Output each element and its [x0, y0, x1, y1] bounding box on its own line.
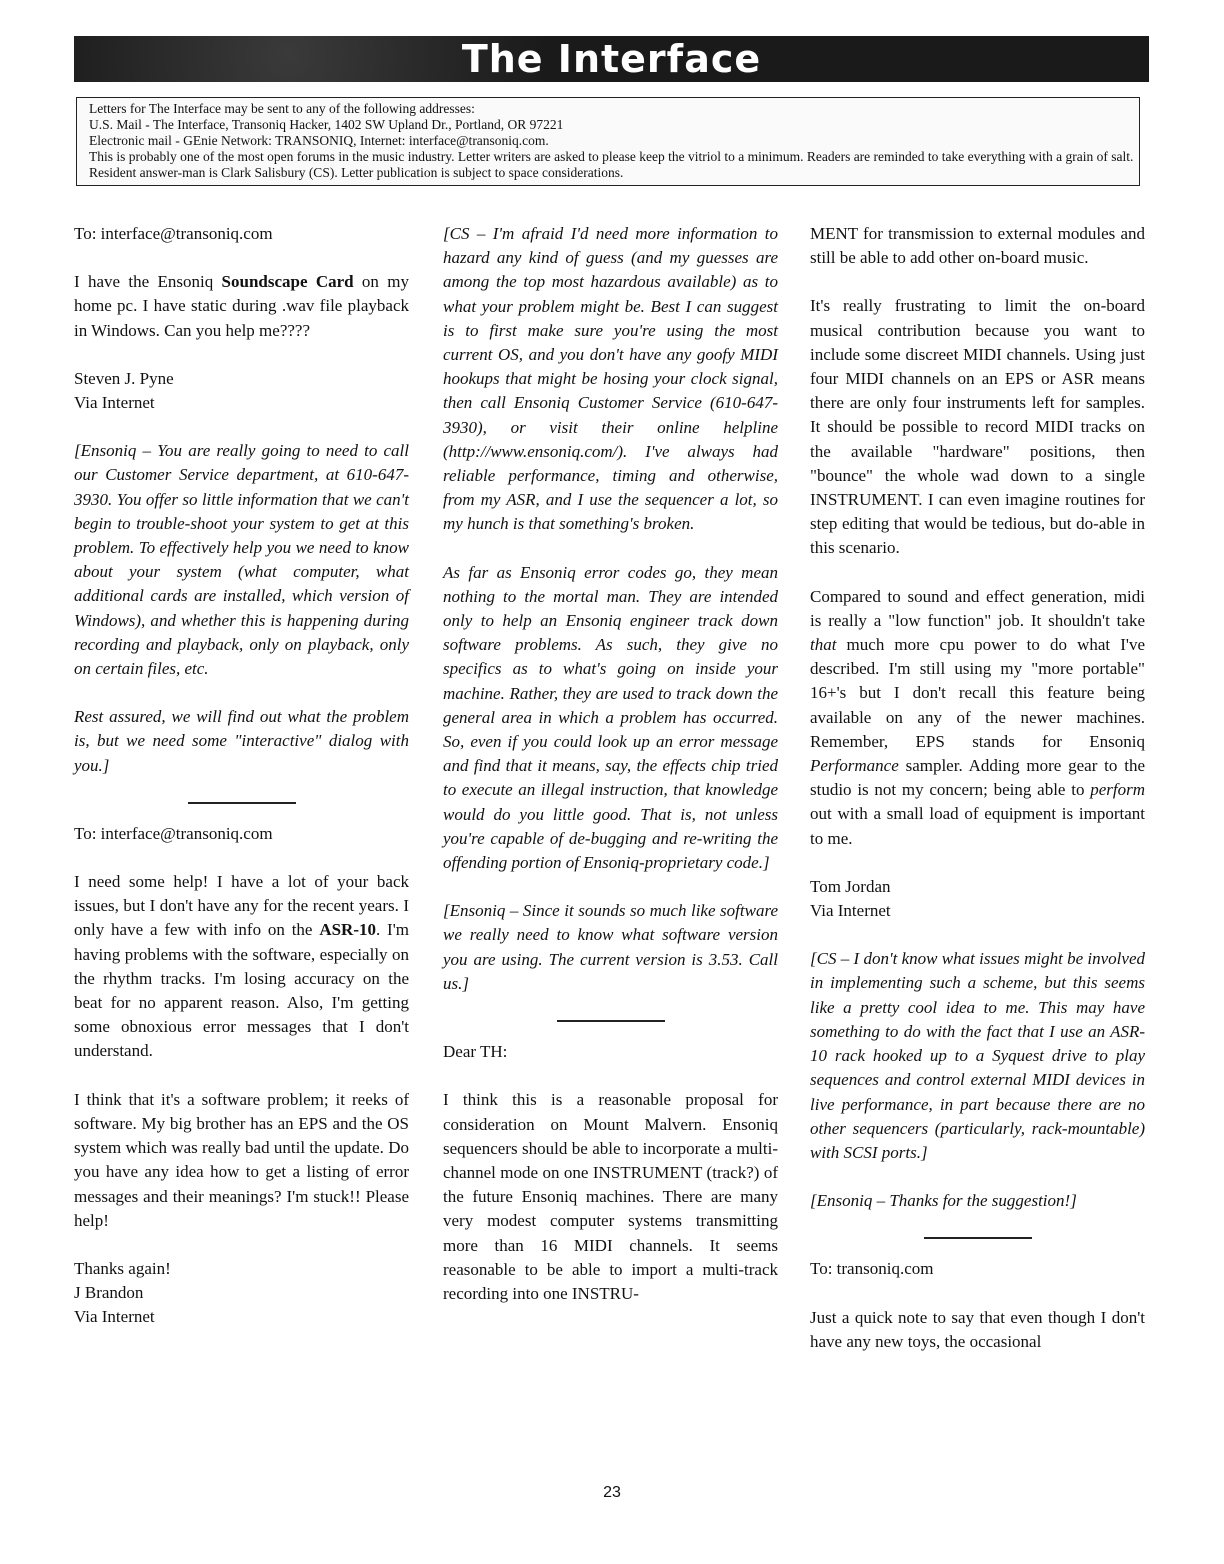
letter-2-signature: Thanks again! J Brandon Via Internet: [74, 1258, 171, 1327]
letter-3-signature: Tom Jordan Via Internet: [810, 876, 891, 921]
section-title: The Interface: [461, 37, 762, 81]
info-line-letters: Letters for The Interface may be sent to any of the following addresses:: [89, 101, 475, 116]
letter-3-paragraph-3: Compared to sound and effect generation, midi is really a "low function" job. It shouldn't take that much more cpu power to do what I've described. I'm still using my "more portable" 16+'s but I don't recall this feature being available on any of the newer machines. Remember, EPS stands for Ensoniq Performance sampler. Adding more gear to the studio is not my concern; being able to perform out with a small load of equipment is important to me.: [810, 586, 1145, 848]
letter-divider: [188, 802, 296, 804]
page-number: 23: [603, 1484, 621, 1501]
letter-2-ensoniq-reply: [Ensoniq – Since it sounds so much like software we really need to know what software version you are using. The current version is 3.53. Call us.]: [443, 901, 778, 993]
letter-1-recipient: To: interface@transoniq.com: [74, 224, 273, 243]
letter-3-salutation: Dear TH:: [443, 1042, 508, 1062]
letter-2-body: I need some help! I have a lot of your back issues, but I don't have any for the recent years. I only have a few with info on the ASR-10. I'm having problems with the software, especially on the rhythm tracks. I'm losing accuracy on the beat for no apparent reason. Also, I'm getting some obnoxious error messages that I don't understand.: [74, 872, 410, 1061]
letter-2-cs-reply: [CS – I'm afraid I'd need more information to hazard any kind of guess (and my guesses are among the top most hazardous available) as to what your problem might be. Best I can suggest is to first make sure you're using the most current OS, and you don't have any goofy MIDI hookups that might be hosing your clock signal, then call Ensoniq Customer Service (610-647-3930), or visit their online helpline (http://www.ensoniq.com/). I've always had reliable performance, timing and otherwise, from my ASR, and I use the sequencer a lot, so my hunch is that something's broken.: [443, 224, 778, 534]
section-banner: [74, 36, 1149, 82]
letter-3-cs-reply: [CS – I don't know what issues might be involved in implementing such a scheme, but this seems like a pretty cool idea to me. This may have something to do with the fact that I use an ASR-10 rack hooked up to a Syquest drive to play sequences and control external MIDI devices in live performance, in part because there are no other sequencers (particularly, rack-mountable) with SCSI ports.]: [810, 949, 1145, 1162]
submission-info-box: [76, 97, 1140, 186]
letter-4-recipient: To: transoniq.com: [810, 1259, 934, 1279]
column-2: [443, 222, 778, 1330]
letter-1-signature: Steven J. Pyne Via Internet: [74, 368, 174, 413]
letter-divider: [924, 1237, 1032, 1239]
letter-3-ensoniq-reply: [Ensoniq – Thanks for the suggestion!]: [810, 1191, 1077, 1211]
letter-divider: [557, 1020, 665, 1022]
letter-3-body-cont: MENT for transmission to external modules and still be able to add other on-board music.: [810, 224, 1145, 268]
letter-3-paragraph-2: It's really frustrating to limit the on-board musical contribution because you want to include some discreet MIDI channels. Using just four MIDI channels on an EPS or ASR means there are only four instruments left for samples. It should be possible to record MIDI tracks on the available "hardware" positions, then "bounce" the whole wad down to a single INSTRUMENT. I can even imagine routines for step editing that would be tedious, but do-able in this scenario.: [810, 296, 1145, 558]
letter-4-body: Just a quick note to say that even though I don't have any new toys, the occasional: [810, 1307, 1145, 1351]
letter-2-cs-reply-cont: As far as Ensoniq error codes go, they mean nothing to the mortal man. They are intended only to help an Ensoniq engineer track down software problems. As such, they give no specifics as to what's going on inside your machine. Rather, they are used to track down the general area in which a problem has occurred. So, even if you could look up an error message and find that it means, say, the effects chip tried to execute an illegal instruction, that knowledge would do you little good. That is, not unless you're capable of de-bugging and re-writing the offending portion of Ensoniq-proprietary code.]: [443, 562, 778, 873]
info-line-policy: This is probably one of the most open forums in the music industry. Letter writers are asked to please keep the vitriol to a minimum. Readers are reminded to take everything with a grain of salt. Resident answer-man is Clark Salisbury (CS). Letter publication is subject to space considerations.: [89, 149, 1134, 180]
letter-2-recipient: To: interface@transoniq.com: [74, 823, 273, 843]
letter-1-ensoniq-reply-cont: Rest assured, we will find out what the problem is, but we need some "interactive" dialog with you.]: [74, 707, 409, 775]
letter-3-body: I think this is a reasonable proposal for consideration on Mount Malvern. Ensoniq sequencers should be able to incorporate a multi-channel mode on one INSTRUMENT (track?) of the future Ensoniq machines. There are many very modest computer systems transmitting more than 16 MIDI channels. It seems reasonable to be able to import a multi-track recording into one INSTRU-: [443, 1090, 778, 1303]
info-line-mail: U.S. Mail - The Interface, Transoniq Hacker, 1402 SW Upland Dr., Portland, OR 97221: [89, 117, 564, 132]
letter-1-body: I have the Ensoniq Soundscape Card on my home pc. I have static during .wav file playback in Windows. Can you help me????: [74, 272, 409, 340]
info-line-email: Electronic mail - GEnie Network: TRANSONIQ, Internet: interface@transoniq.com.: [89, 133, 549, 148]
letter-1-ensoniq-reply: [Ensoniq – You are really going to need to call our Customer Service department, at 610-647-3930. You offer so little information that we can't begin to trouble-shoot your system to get at this problem. To effectively help you we need to know about your system (what computer, what additional cards are installed, which version of Windows), and whether this is happening during recording and playback, only on playback, only on certain files, etc.: [74, 441, 409, 679]
column-1: [74, 222, 409, 1354]
letter-2-body-cont: I think that it's a software problem; it reeks of software. My big brother has an EPS and the OS system which was really bad until the update. Do you have any idea how to get a listing of error messages and their meanings? I'm stuck!! Please help!: [74, 1089, 409, 1230]
column-3: [810, 222, 1145, 1378]
